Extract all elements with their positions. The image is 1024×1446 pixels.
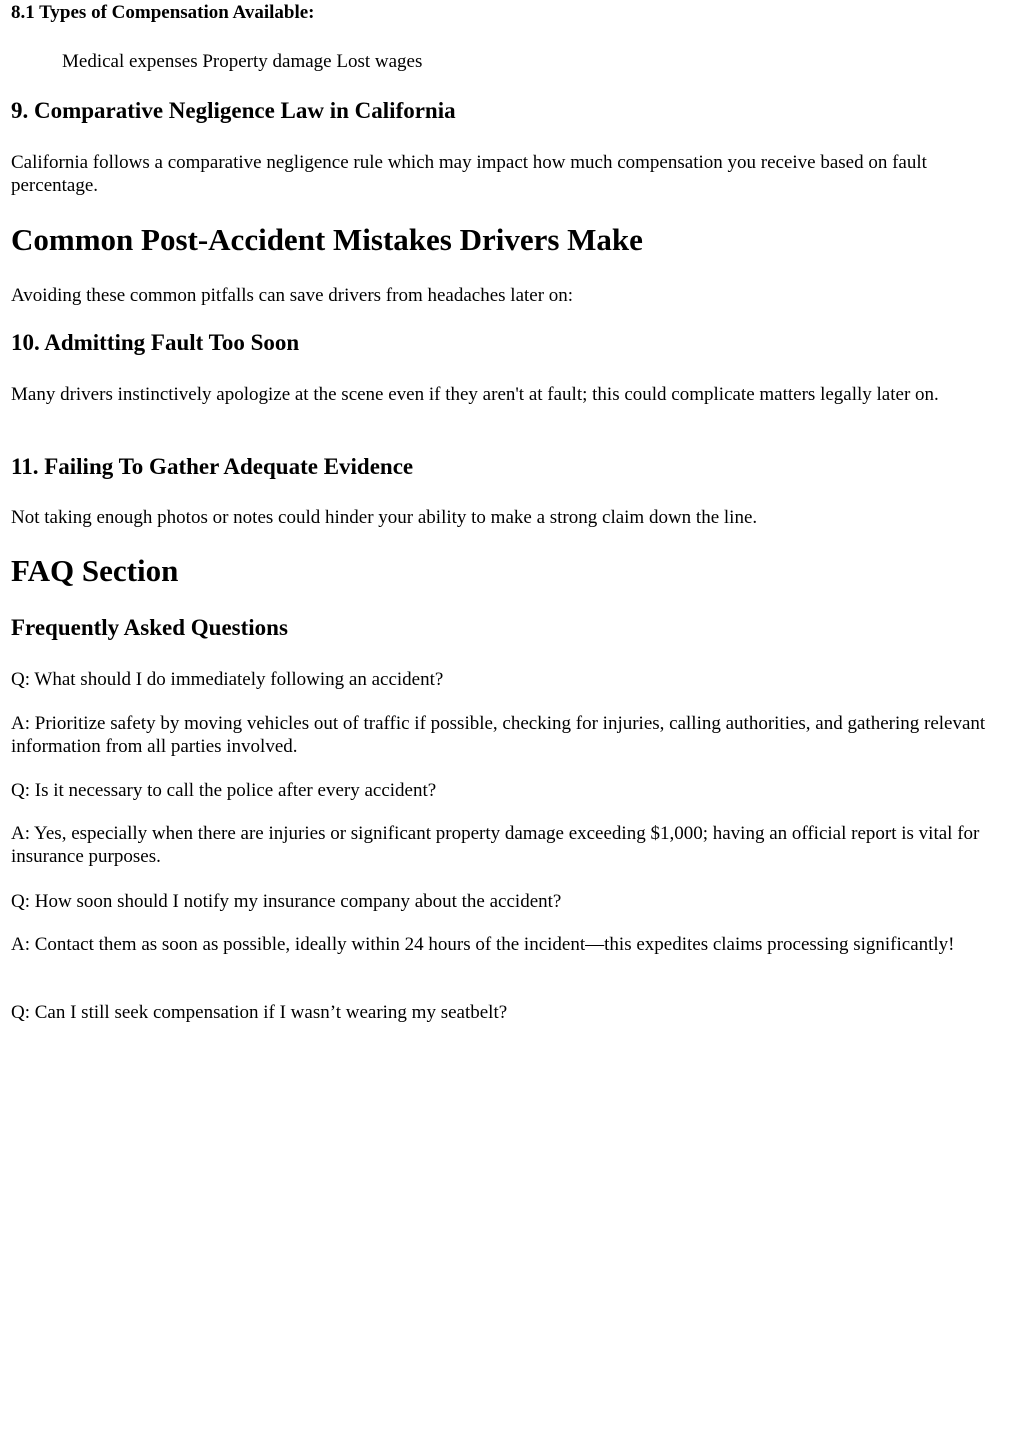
section-8-1-heading: 8.1 Types of Compensation Available: [11, 2, 315, 23]
faq-answer: A: Contact them as soon as possible, ideally within 24 hours of the incident—this expedites claims processing significantly! [11, 934, 955, 955]
section-10-body: Many drivers instinctively apologize at the scene even if they aren't at fault; this could complicate matters legally later on. [11, 384, 939, 405]
section-10-heading: 10. Admitting Fault Too Soon [11, 330, 300, 355]
faq-question: Q: Can I still seek compensation if I wasn’t wearing my seatbelt? [11, 1002, 508, 1023]
faq-answer: A: Yes, especially when there are injuries or significant property damage exceeding $1,000; having an official report is vital for insurance purposes. [11, 823, 980, 867]
faq-question: Q: How soon should I notify my insurance company about the accident? [11, 891, 562, 912]
section-11-body: Not taking enough photos or notes could hinder your ability to make a strong claim down the line. [11, 507, 758, 528]
section-9-body: California follows a comparative negligence rule which may impact how much compensation you receive based on fault percentage. [11, 152, 927, 196]
faq-subheading: Frequently Asked Questions [11, 615, 288, 640]
faq-answer: A: Prioritize safety by moving vehicles out of traffic if possible, checking for injuries, calling authorities, and gathering relevant information from all parties involved. [11, 713, 986, 757]
mistakes-heading: Common Post-Accident Mistakes Drivers Make [11, 222, 643, 257]
section-11-heading: 11. Failing To Gather Adequate Evidence [11, 454, 414, 479]
faq-question: Q: Is it necessary to call the police after every accident? [11, 780, 437, 801]
faq-heading: FAQ Section [11, 553, 179, 588]
mistakes-intro: Avoiding these common pitfalls can save drivers from headaches later on: [11, 285, 574, 306]
faq-question: Q: What should I do immediately following an accident? [11, 669, 444, 690]
compensation-list: Medical expenses Property damage Lost wages [62, 51, 423, 72]
section-9-heading: 9. Comparative Negligence Law in California [11, 98, 456, 123]
